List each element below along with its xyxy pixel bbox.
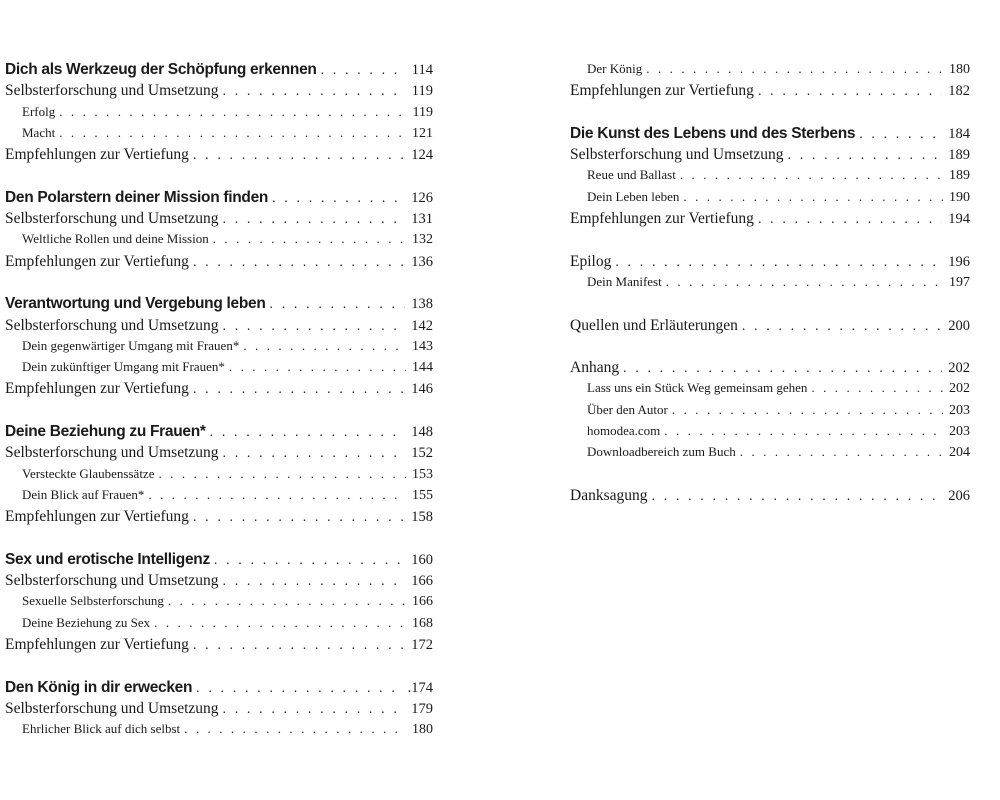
- toc-entry-title: Dein Manifest: [587, 273, 662, 289]
- toc-entry-page-number: 143: [412, 338, 433, 354]
- toc-entry-sub-homodea-com: [570, 423, 970, 444]
- toc-entry-page-number: 155: [412, 487, 433, 503]
- toc-entry-chapter-verantwortung-und-vergebung-leben: [5, 295, 433, 316]
- toc-entry-page-number: 158: [411, 509, 433, 526]
- toc-column-left: [5, 61, 433, 743]
- dot-leader: [270, 297, 406, 313]
- toc-entry-title: Selbsterforschung und Umsetzung: [5, 210, 219, 228]
- toc-entry-title: Empfehlungen zur Vertiefung: [570, 82, 754, 100]
- toc-entry-page-number: 172: [411, 637, 433, 654]
- toc-entry-chapter-sex-und-erotische-intelligenz: [5, 551, 433, 572]
- toc-entry-title: Empfehlungen zur Vertiefung: [5, 636, 189, 654]
- dot-leader: [229, 359, 406, 375]
- toc-entry-page-number: 189: [949, 168, 970, 184]
- toc-entry-title: Empfehlungen zur Vertiefung: [5, 380, 189, 398]
- toc-entry-title: Quellen und Erläuterungen: [570, 316, 738, 334]
- toc-entry-title: Selbsterforschung und Umsetzung: [5, 82, 219, 100]
- toc-entry-page-number: 124: [411, 147, 433, 164]
- toc-entry-chapter-dich-als-werkzeug-der-schoepfung-erkennen: [5, 61, 433, 82]
- dot-leader: [683, 189, 943, 205]
- dot-leader: [740, 444, 943, 460]
- toc-entry-sub-weltliche-rollen-und-deine-mission: [5, 231, 433, 252]
- dot-leader: [168, 593, 406, 609]
- dot-leader: [859, 127, 942, 143]
- toc-entry-section-empfehlungen-zur-vertiefung: [5, 253, 433, 274]
- toc-entry-chapter-den-polarstern-deiner-mission-finden: [5, 189, 433, 210]
- dot-leader: [223, 319, 406, 335]
- toc-entry-title: Den König in dir erwecken: [5, 678, 193, 696]
- toc-entry-section-selbsterforschung-und-umsetzung: [5, 317, 433, 338]
- toc-entry-title: Über den Autor: [587, 401, 668, 417]
- toc-entry-title: Dein gegenwärtiger Umgang mit Frauen*: [22, 337, 240, 353]
- dot-leader: [184, 721, 406, 737]
- toc-entry-section-selbsterforschung-und-umsetzung: [5, 82, 433, 103]
- toc-entry-title: Selbsterforschung und Umsetzung: [5, 444, 219, 462]
- dot-leader: [193, 638, 405, 654]
- toc-entry-page-number: 204: [949, 445, 970, 461]
- toc-entry-page-number: 190: [949, 189, 970, 205]
- toc-entry-page-number: 119: [412, 104, 433, 120]
- toc-entry-section-selbsterforschung-und-umsetzung: [5, 572, 433, 593]
- toc-entry-page-number: 166: [411, 573, 433, 590]
- toc-entry-title: Dich als Werkzeug der Schöpfung erkennen: [5, 61, 317, 78]
- dot-leader: [223, 446, 406, 462]
- toc-entry-page-number: 203: [949, 402, 970, 418]
- toc-entry-section-selbsterforschung-und-umsetzung: [5, 444, 433, 465]
- toc-entry-page-number: 180: [949, 62, 970, 77]
- toc-entry-title: Deine Beziehung zu Sex: [22, 614, 151, 630]
- dot-leader: [213, 231, 406, 247]
- toc-entry-page-number: 119: [411, 83, 433, 100]
- dot-leader: [210, 425, 406, 441]
- dot-leader: [666, 274, 943, 290]
- dot-leader: [193, 510, 405, 526]
- dot-leader: [742, 319, 942, 335]
- toc-entry-title: Deine Beziehung zu Frauen*: [5, 423, 206, 441]
- toc-entry-page-number: 146: [411, 381, 433, 398]
- toc-entry-sub-deine-beziehung-zu-sex: [5, 615, 433, 636]
- dot-leader: [223, 574, 406, 590]
- dot-leader: [59, 104, 406, 120]
- toc-entry-section-empfehlungen-zur-vertiefung: [5, 636, 433, 657]
- toc-entry-title: Selbsterforschung und Umsetzung: [5, 572, 219, 590]
- toc-entry-page-number: 202: [948, 360, 970, 377]
- toc-entry-sub-ehrlicher-blick-auf-dich-selbst: [5, 721, 433, 742]
- toc-entry-page-number: 166: [412, 594, 433, 610]
- toc-entry-sub-dein-gegenwaertiger-umgang-mit-frauen: [5, 338, 433, 359]
- dot-leader: [243, 338, 406, 354]
- toc-entry-title: Empfehlungen zur Vertiefung: [5, 146, 189, 164]
- toc-entry-page-number: 152: [411, 445, 433, 462]
- toc-entry-sub-reue-und-ballast: [570, 167, 970, 188]
- toc-entry-section-empfehlungen-zur-vertiefung: [570, 82, 970, 103]
- toc-entry-title: Dein zukünftiger Umgang mit Frauen*: [22, 359, 225, 375]
- toc-entry-title: homodea.com: [587, 423, 661, 439]
- toc-entry-sub-dein-leben-leben: [570, 189, 970, 210]
- toc-entry-title: Empfehlungen zur Vertiefung: [5, 252, 189, 270]
- toc-entry-page-number: 153: [412, 466, 433, 482]
- toc-entry-plain-anhang: [570, 359, 970, 380]
- toc-entry-title: Versteckte Glaubenssätze: [22, 465, 155, 481]
- dot-leader: [148, 487, 406, 503]
- toc-entry-plain-quellen-und-erlaeuterungen: [570, 317, 970, 338]
- toc-entry-title: Der König: [587, 61, 643, 76]
- toc-spacer: [570, 466, 970, 487]
- toc-entry-title: Epilog: [570, 252, 612, 270]
- dot-leader: [223, 212, 406, 228]
- toc-entry-title: Weltliche Rollen und deine Mission: [22, 231, 209, 247]
- toc-entry-page-number: 138: [411, 296, 433, 313]
- toc-entry-sub-dein-manifest: [570, 274, 970, 295]
- toc-entry-title: Sex und erotische Intelligenz: [5, 550, 210, 568]
- toc-entry-section-empfehlungen-zur-vertiefung: [5, 508, 433, 529]
- toc-entry-page-number: 121: [412, 125, 433, 141]
- toc-entry-title: Reue und Ballast: [587, 167, 676, 183]
- toc-entry-title: Verantwortung und Vergebung leben: [5, 295, 266, 313]
- dot-leader: [623, 361, 942, 377]
- dot-leader: [758, 84, 942, 100]
- toc-entry-section-selbsterforschung-und-umsetzung: [5, 210, 433, 231]
- toc-entry-page-number: 202: [949, 381, 970, 397]
- toc-spacer: [570, 231, 970, 252]
- toc-entry-page-number: 197: [949, 274, 970, 290]
- toc-entry-title: Selbsterforschung und Umsetzung: [5, 316, 219, 334]
- toc-entry-title: Empfehlungen zur Vertiefung: [570, 210, 754, 228]
- toc-spacer: [5, 402, 433, 423]
- toc-entry-page-number: 189: [948, 147, 970, 164]
- dot-leader: [272, 191, 405, 207]
- toc-entry-section-empfehlungen-zur-vertiefung: [570, 210, 970, 231]
- dot-leader: [652, 489, 943, 505]
- toc-spacer: [570, 104, 970, 125]
- toc-entry-sub-ueber-den-autor: [570, 402, 970, 423]
- dot-leader: [193, 148, 405, 164]
- toc-entry-page-number: 194: [948, 211, 970, 228]
- dot-leader: [680, 167, 943, 183]
- toc-entry-plain-epilog: [570, 253, 970, 274]
- dot-leader: [615, 255, 942, 271]
- toc-entry-title: Empfehlungen zur Vertiefung: [5, 508, 189, 526]
- toc-entry-page-number: 132: [412, 232, 433, 248]
- dot-leader: [214, 553, 405, 569]
- toc-entry-sub-dein-blick-auf-frauen: [5, 487, 433, 508]
- toc-entry-sub-sexuelle-selbsterforschung: [5, 593, 433, 614]
- toc-entry-sub-downloadbereich-zum-buch: [570, 444, 970, 465]
- toc-entry-title: Dein Blick auf Frauen*: [22, 486, 145, 502]
- toc-column-right: [570, 61, 970, 508]
- dot-leader: [646, 61, 943, 77]
- toc-entry-page-number: 144: [412, 360, 433, 376]
- toc-entry-plain-danksagung: [570, 487, 970, 508]
- toc-entry-sub-erfolg: [5, 104, 433, 125]
- toc-entry-page-number: 203: [949, 424, 970, 440]
- toc-entry-page-number: 179: [411, 700, 433, 717]
- dot-leader: [672, 402, 943, 418]
- dot-leader: [154, 615, 406, 631]
- toc-entry-sub-der-koenig: [570, 61, 970, 82]
- toc-entry-section-selbsterforschung-und-umsetzung: [5, 700, 433, 721]
- dot-leader: [811, 380, 943, 396]
- toc-spacer: [570, 295, 970, 316]
- toc-entry-title: Sexuelle Selbsterforschung: [22, 593, 164, 609]
- toc-spacer: [5, 657, 433, 678]
- toc-entry-page-number: 142: [411, 317, 433, 334]
- dot-leader: [223, 84, 406, 100]
- toc-entry-title: Erfolg: [22, 103, 56, 119]
- toc-entry-title: Lass uns ein Stück Weg gemeinsam gehen: [587, 380, 808, 396]
- toc-entry-sub-lass-uns-ein-stueck-weg-gemeinsam-gehen: [570, 380, 970, 401]
- toc-entry-page-number: 184: [948, 125, 970, 142]
- toc-spacer: [5, 530, 433, 551]
- toc-entry-page-number: 206: [948, 487, 970, 504]
- toc-entry-page-number: 131: [411, 211, 433, 228]
- dot-leader: [196, 681, 401, 697]
- dot-leader: [321, 63, 406, 79]
- toc-entry-page-number: 182: [948, 83, 970, 100]
- toc-entry-title: Selbsterforschung und Umsetzung: [5, 699, 219, 717]
- toc-entry-page-number: 136: [411, 253, 433, 270]
- toc-entry-page-number: 168: [412, 615, 433, 631]
- toc-entry-title: Downloadbereich zum Buch: [587, 444, 736, 460]
- dot-leader: [193, 255, 405, 271]
- dot-leader: [788, 148, 943, 164]
- dot-leader: [223, 702, 406, 718]
- dot-leader: [758, 212, 942, 228]
- toc-entry-title: Ehrlicher Blick auf dich selbst: [22, 721, 181, 737]
- toc-entry-page-number: 126: [411, 189, 433, 206]
- toc-entry-page-number: 148: [411, 424, 433, 441]
- toc-entry-section-empfehlungen-zur-vertiefung: [5, 146, 433, 167]
- toc-entry-sub-dein-zukuenftiger-umgang-mit-frauen: [5, 359, 433, 380]
- toc-entry-title: Danksagung: [570, 486, 648, 504]
- toc-entry-section-empfehlungen-zur-vertiefung: [5, 380, 433, 401]
- toc-entry-title: Selbsterforschung und Umsetzung: [570, 146, 784, 164]
- toc-entry-page-number: 180: [412, 722, 433, 738]
- toc-entry-section-selbsterforschung-und-umsetzung: [570, 146, 970, 167]
- dot-leader: [158, 466, 406, 482]
- toc-entry-page-number: .174: [407, 679, 433, 696]
- toc-entry-sub-versteckte-glaubenssaetze: [5, 466, 433, 487]
- toc-entry-title: Macht: [22, 124, 56, 140]
- toc-entry-chapter-den-koenig-in-dir-erwecken: [5, 679, 433, 700]
- toc-entry-chapter-die-kunst-des-lebens-und-des-sterbens: [570, 125, 970, 146]
- dot-leader: [664, 423, 943, 439]
- toc-spacer: [5, 167, 433, 188]
- toc-spacer: [5, 274, 433, 295]
- toc-entry-page-number: 200: [948, 317, 970, 334]
- dot-leader: [59, 125, 406, 141]
- toc-entry-page-number: 114: [411, 62, 433, 78]
- toc-entry-sub-macht: [5, 125, 433, 146]
- dot-leader: [193, 382, 405, 398]
- toc-entry-title: Die Kunst des Lebens und des Sterbens: [570, 124, 856, 142]
- toc-entry-title: Dein Leben leben: [587, 188, 680, 204]
- toc-entry-page-number: 196: [948, 253, 970, 270]
- toc-entry-title: Den Polarstern deiner Mission finden: [5, 188, 269, 206]
- toc-entry-chapter-deine-beziehung-zu-frauen: [5, 423, 433, 444]
- toc-entry-title: Anhang: [570, 359, 620, 377]
- toc-spacer: [570, 338, 970, 359]
- toc-entry-page-number: 160: [411, 551, 433, 568]
